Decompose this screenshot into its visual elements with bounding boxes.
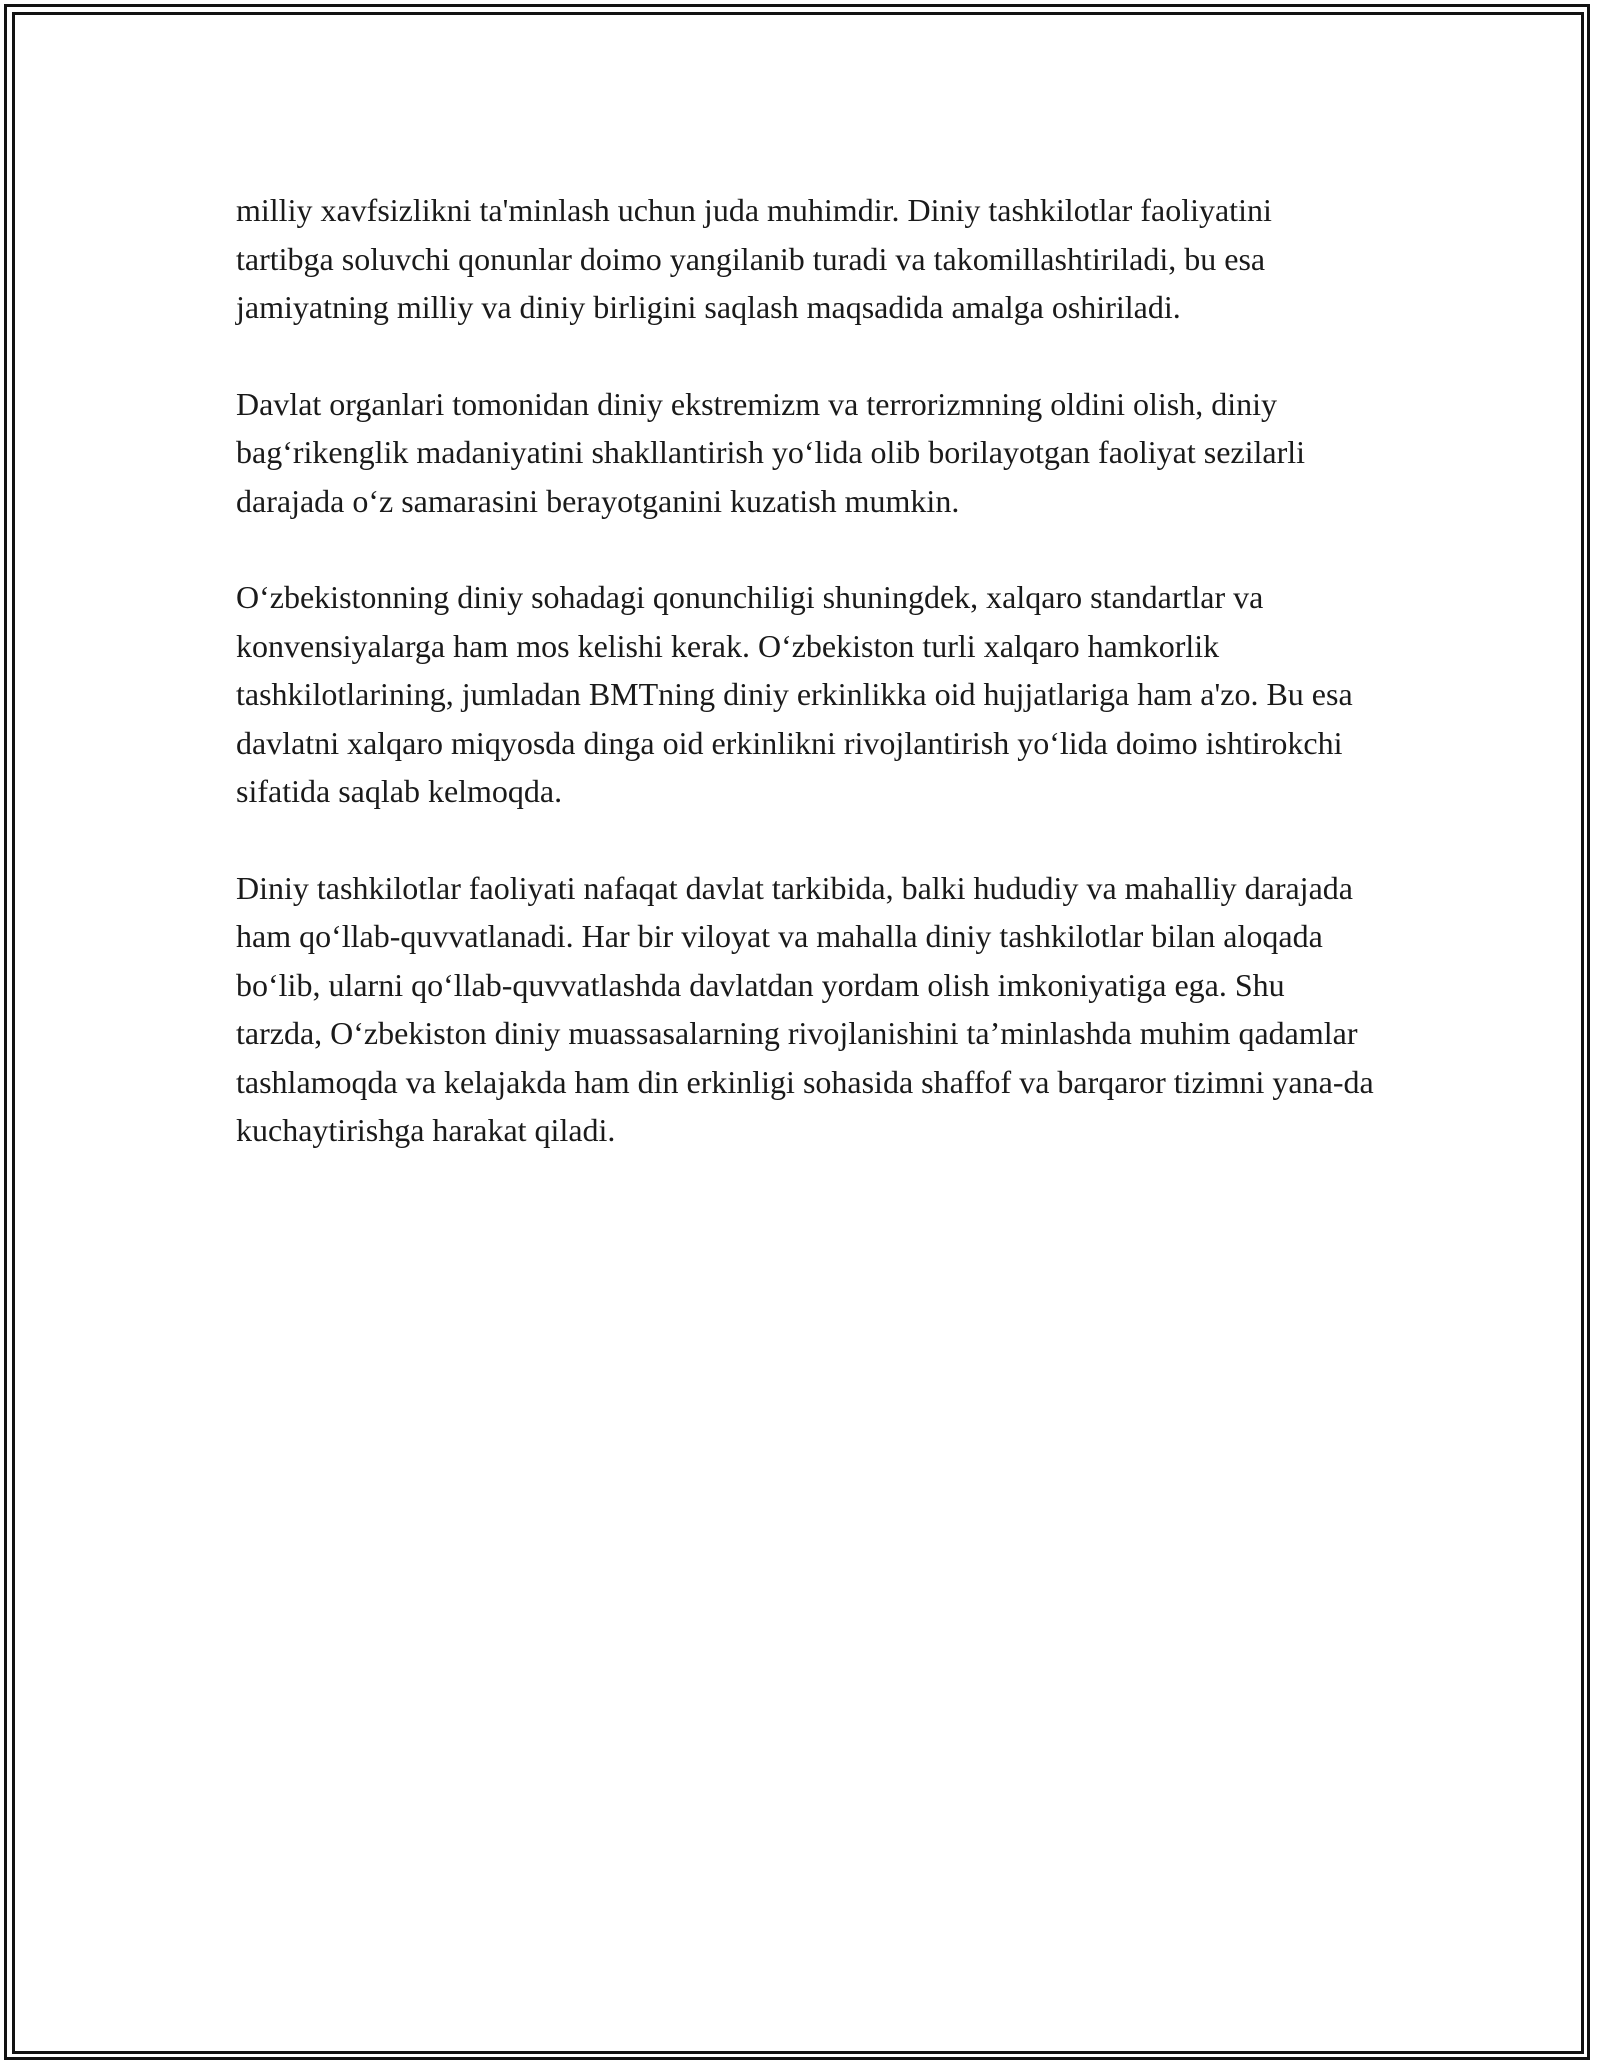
- paragraph-1: milliy xavfsizlikni ta'minlash uchun juda muhimdir. Diniy tashkilotlar faoliyatini tartibga soluvchi qonunlar doimo yangilanib turadi va takomillashtiriladi, bu esa jamiyatning milliy va diniy birligini saqlash maqsadida amalga oshiriladi.: [236, 192, 1272, 325]
- paragraph-2: Davlat organlari tomonidan diniy ekstremizm va terrorizmning oldini olish, diniy bag‘rikenglik madaniyatini shakllantirish yo‘lida olib borilayotgan faoliyat sezilarli darajada o‘z samarasini berayotganini kuzatish mumkin.: [236, 385, 1306, 519]
- paragraph-3: O‘zbekistonning diniy sohadagi qonunchiligi shuningdek, xalqaro standartlar va konvensiyalarga ham mos kelishi kerak. O‘zbekiston turli xalqaro hamkorlik tashkilotlarining, jumladan BMTning diniy erkinlikka oid hujjatlariga ham a'zo. Bu esa davlatni xalqaro miqyosda dinga oid erkinlikni rivojlantirish yo‘lida doimo ishtirokchi sifatida saqlab kelmoqda.: [236, 579, 1353, 809]
- document-body: [236, 186, 1376, 1203]
- paragraph-4: Diniy tashkilotlar faoliyati nafaqat davlat tarkibida, balki hududiy va mahalliy darajada ham qo‘llab-quvvatlanadi. Har bir viloyat va mahalla diniy tashkilotlar bilan aloqada bo‘lib, ularni qo‘llab-quvvatlashda davlatdan yordam olish imkoniyatiga ega. Shu tarzda, O‘zbekiston diniy muassasalarning rivojlanishini ta’minlashda muhim qadamlar tashlamoqda va kelajakda ham din erkinligi sohasida shaffof va barqaror tizimni yana-da kuchaytirishga harakat qiladi.: [236, 869, 1374, 1148]
